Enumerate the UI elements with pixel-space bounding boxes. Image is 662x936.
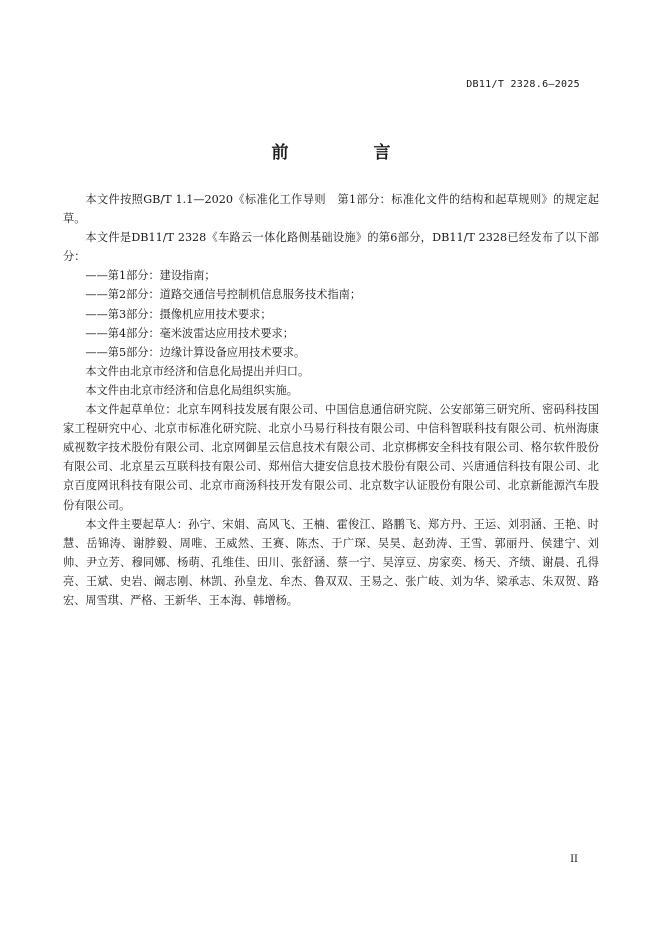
list-item-part-2: ——第2部分：道路交通信号控制机信息服务技术指南； [85, 288, 362, 302]
paragraph-implementer: 本文件由北京市经济和信息化局组织实施。 [85, 383, 298, 397]
list-item-part-1: ——第1部分：建设指南； [85, 269, 216, 283]
list-item-part-3: ——第3部分：摄像机应用技术要求； [85, 307, 272, 321]
page-number: II [570, 854, 578, 865]
paragraph-series-intro: 本文件是DB11/T 2328《车路云一体化路侧基础设施》的第6部分，DB11/T 2328已经发布了以下部分： [63, 231, 599, 264]
foreword-title: 前 言 [271, 143, 425, 163]
paragraph-proposer: 本文件由北京市经济和信息化局提出并归口。 [85, 364, 310, 378]
paragraph-drafters: 本文件主要起草人：孙宁、宋娟、高风飞、王楠、霍俊江、路鹏飞、郑方丹、王运、刘羽涵、王艳、时慧、岳锦涛、谢脖毅、周唯、王威然、王赛、陈杰、于广琛、吴昊、赵劲涛、王雪、郭丽丹、侯建宁、刘帅、尹立芳、穆同娜、杨萌、孔维佳、田川、张舒涵、蔡一宁、吴淳豆、房家奕、杨天、齐绩、谢晨、孔得亮、王斌、史岩、阚志刚、林凯、孙皇龙、牟杰、鲁双双、王易之、张广岐、刘为华、梁承志、朱双贺、路宏、周雪琪、严格、王新华、王本海、韩增杨。 [63, 517, 599, 607]
foreword-body [63, 190, 599, 610]
standard-code: DB11/T 2328.6—2025 [466, 79, 580, 90]
list-item-part-4: ——第4部分：毫米波雷达应用技术要求； [85, 326, 294, 340]
list-item-part-5: ——第5部分：边缘计算设备应用技术要求。 [85, 345, 306, 359]
paragraph-drafting-units: 本文件起草单位：北京车网科技发展有限公司、中国信息通信研究院、公安部第三研究所、密码科技国家工程研究中心、北京市标准化研究院、北京小马易行科技有限公司、中信科智联科技有限公司、杭州海康威视数字技术股份有限公司、北京网御星云信息技术有限公司、北京梆梆安全科技有限公司、格尔软件股份有限公司、北京星云互联科技有限公司、郑州信大捷安信息技术股份有限公司、兴唐通信科技有限公司、北京百度网讯科技有限公司、北京市商汤科技开发有限公司、北京数字认证股份有限公司、北京新能源汽车股份有限公司。 [63, 403, 599, 512]
paragraph-drafting-rules: 本文件按照GB/T 1.1—2020《标准化工作导则 第1部分：标准化文件的结构和起草规则》的规定起草。 [63, 193, 599, 226]
